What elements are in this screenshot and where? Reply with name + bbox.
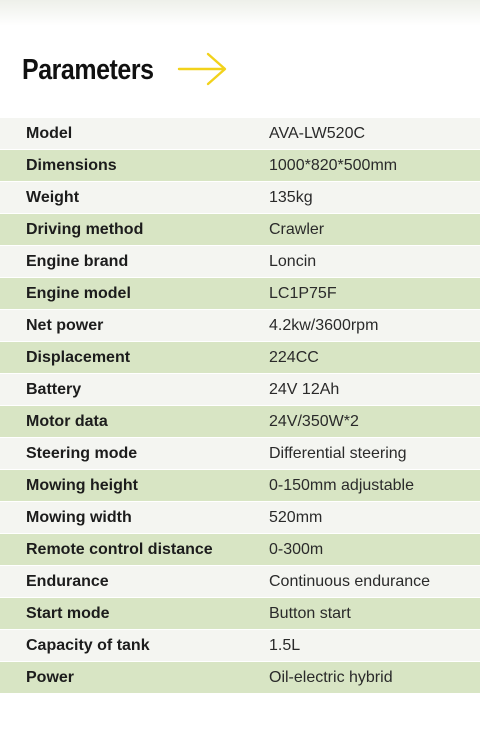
table-row [0, 566, 480, 598]
parameter-label: Displacement [26, 348, 131, 366]
table-row [0, 214, 480, 246]
parameter-value: Oil-electric hybrid [269, 668, 393, 686]
table-row [0, 438, 480, 470]
parameter-label: Driving method [26, 220, 144, 238]
parameter-value: Crawler [269, 220, 325, 238]
parameter-label: Battery [26, 380, 82, 398]
table-row [0, 342, 480, 374]
parameter-value: 520mm [269, 508, 323, 526]
parameter-value: Differential steering [269, 444, 407, 462]
parameter-label: Dimensions [26, 156, 117, 174]
parameter-label: Engine model [26, 284, 131, 302]
table-row [0, 662, 480, 694]
parameters-table [0, 118, 480, 694]
parameter-label: Start mode [26, 604, 110, 622]
parameter-value: Loncin [269, 252, 317, 270]
parameter-label: Endurance [26, 572, 109, 590]
parameter-value: 0-300m [269, 540, 324, 558]
table-row [0, 406, 480, 438]
parameter-label: Model [26, 124, 73, 142]
parameter-value: 224CC [269, 348, 319, 366]
parameter-value: LC1P75F [269, 284, 337, 302]
table-row [0, 502, 480, 534]
table-row [0, 278, 480, 310]
parameter-value: 24V 12Ah [269, 380, 340, 398]
parameter-label: Capacity of tank [26, 636, 150, 654]
parameter-label: Weight [26, 188, 80, 206]
parameter-label: Motor data [26, 412, 108, 430]
parameter-value: Button start [269, 604, 351, 622]
parameter-label: Remote control distance [26, 540, 213, 558]
table-row [0, 310, 480, 342]
page-title: Parameters [22, 53, 154, 86]
parameter-value: AVA-LW520C [269, 124, 366, 142]
parameter-label: Mowing width [26, 508, 132, 526]
parameter-label: Mowing height [26, 476, 138, 494]
parameter-label: Power [26, 668, 75, 686]
table-row [0, 118, 480, 150]
parameter-value: 1.5L [269, 636, 301, 654]
table-row [0, 630, 480, 662]
parameter-value: 135kg [269, 188, 313, 206]
parameter-value: 0-150mm adjustable [269, 476, 414, 494]
parameter-label: Engine brand [26, 252, 129, 270]
table-row [0, 374, 480, 406]
table-row [0, 246, 480, 278]
parameter-value: 1000*820*500mm [269, 156, 398, 174]
parameter-value: 4.2kw/3600rpm [269, 316, 379, 334]
table-row [0, 598, 480, 630]
table-row [0, 470, 480, 502]
parameter-value: 24V/350W*2 [269, 412, 359, 430]
table-row [0, 534, 480, 566]
parameter-label: Steering mode [26, 444, 138, 462]
section-header [22, 46, 175, 94]
table-row [0, 182, 480, 214]
parameter-value: Continuous endurance [269, 572, 431, 590]
top-fade [0, 0, 480, 26]
arrow-right-icon [177, 49, 229, 89]
table-row [0, 150, 480, 182]
parameter-label: Net power [26, 316, 104, 334]
